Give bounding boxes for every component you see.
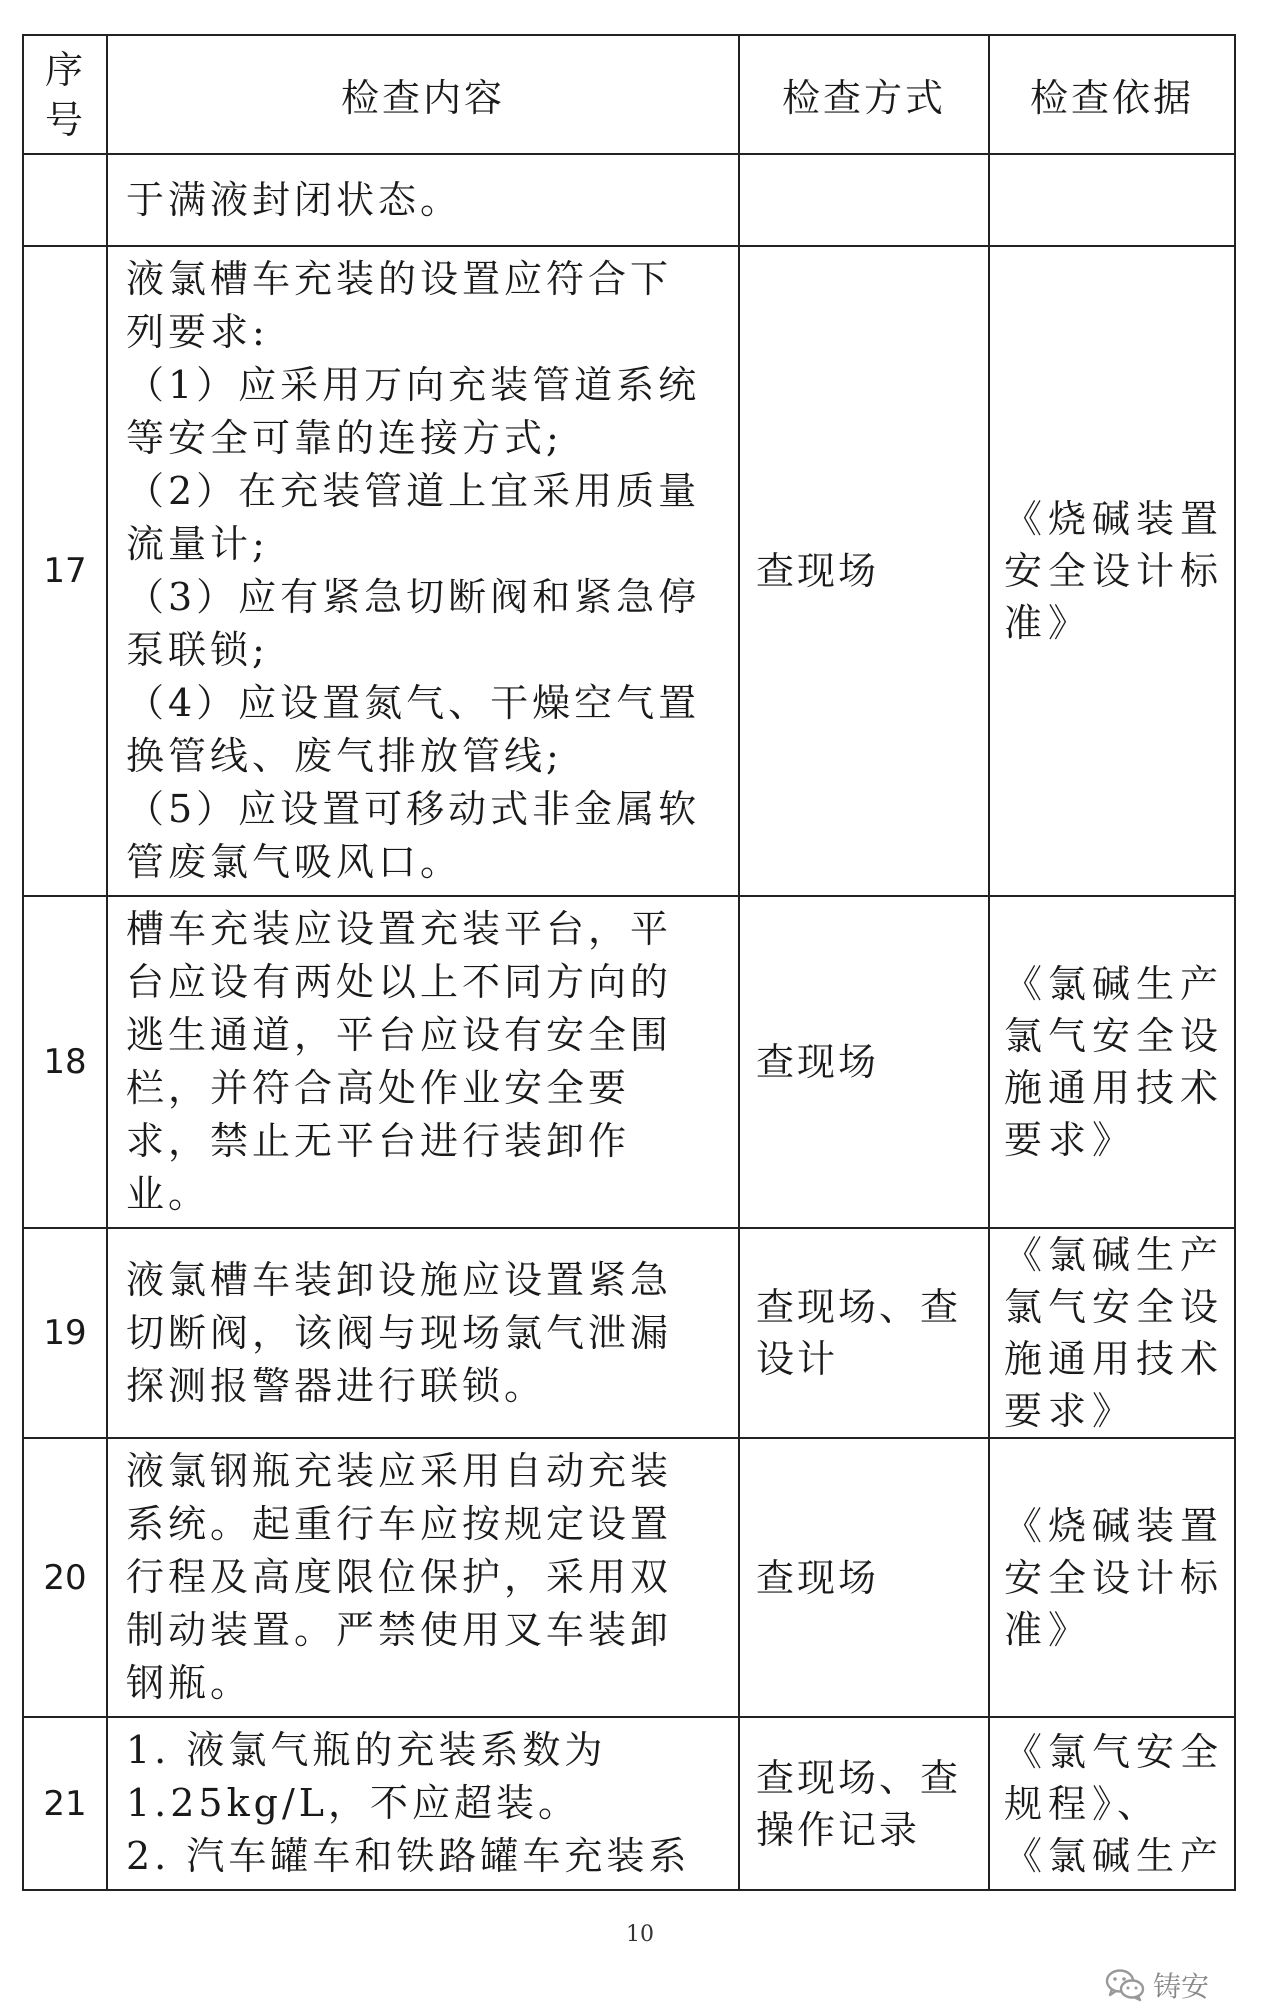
row-content-cell — [107, 896, 739, 1228]
row-seq-cell: 20 — [23, 1438, 107, 1717]
basis-line: 氯气安全设 — [1004, 1014, 1225, 1058]
content-line: 泵联锁; — [126, 628, 269, 672]
method-line: 操作记录 — [756, 1807, 921, 1852]
method-line: 查现场 — [756, 1040, 880, 1084]
content-line: 液氯槽车装卸设施应设置紧急 — [126, 1257, 673, 1302]
wechat-icon — [1105, 1968, 1145, 2002]
basis-line: 《氯碱生产 — [1004, 962, 1225, 1006]
table-row — [23, 1438, 1235, 1717]
table-row — [23, 1228, 1235, 1438]
row-content-cell — [107, 1438, 739, 1717]
basis-line: 施通用技术 — [1004, 1337, 1225, 1381]
content-line: （4）应设置氮气、干燥空气置 — [126, 681, 701, 725]
basis-line: 《烧碱装置 — [1004, 497, 1225, 541]
content-line: 液氯槽车充装的设置应符合下 — [126, 257, 673, 301]
row-method-cell — [739, 896, 989, 1228]
watermark — [1105, 1965, 1209, 2005]
content-line: 1.25kg/L，不应超装。 — [126, 1781, 580, 1825]
content-line: （2）在充装管道上宜采用质量 — [126, 469, 701, 513]
method-line: 查现场、查 — [756, 1285, 962, 1329]
method-line: 设计 — [756, 1337, 839, 1381]
content-line: 管废氯气吸风口。 — [126, 840, 463, 884]
page-number: 10 — [626, 1922, 654, 1947]
content-line: 换管线、废气排放管线; — [126, 734, 563, 778]
continuation-basis-cell — [989, 154, 1235, 246]
continuation-content-cell — [107, 154, 739, 246]
content-line: 制动装置。严禁使用叉车装卸 — [126, 1608, 673, 1652]
row-method-cell — [739, 246, 989, 896]
content-line: 求，禁止无平台进行装卸作 — [126, 1119, 631, 1163]
row-seq-cell: 19 — [23, 1228, 107, 1438]
continuation-method-cell — [739, 154, 989, 246]
basis-line: 《氯碱生产 — [1004, 1833, 1225, 1878]
row-seq-cell: 21 — [23, 1717, 107, 1890]
content-line: 槽车充装应设置充装平台，平 — [126, 907, 673, 951]
row-content-cell — [107, 1717, 739, 1890]
basis-line: 准》 — [1004, 1607, 1093, 1652]
row-basis-cell — [989, 896, 1235, 1228]
header-row — [23, 35, 1235, 154]
header-seq — [23, 35, 107, 154]
content-line: 列要求: — [126, 310, 269, 354]
row-method-cell — [739, 1438, 989, 1717]
content-line: 流量计; — [126, 522, 269, 566]
row-method-cell — [739, 1228, 989, 1438]
content-line: 系统。起重行车应按规定设置 — [126, 1502, 673, 1546]
header-content: 检查内容 — [107, 35, 739, 154]
row-basis-cell — [989, 1438, 1235, 1717]
row-seq-cell: 18 — [23, 896, 107, 1228]
header-seq-label: 序号 — [45, 47, 87, 142]
content-line: 逃生通道，平台应设有安全围 — [126, 1013, 673, 1057]
content-line: 1. 液氯气瓶的充装系数为 — [126, 1728, 607, 1772]
continuation-row — [23, 154, 1235, 246]
basis-line: 要求》 — [1004, 1118, 1137, 1162]
inspection-table — [22, 34, 1236, 1891]
basis-line: 要求》 — [1004, 1389, 1137, 1433]
content-line: 业。 — [126, 1172, 211, 1216]
content-line: 栏，并符合高处作业安全要 — [126, 1066, 631, 1110]
content-line: （5）应设置可移动式非金属软 — [126, 787, 701, 831]
basis-line: 准》 — [1004, 601, 1093, 645]
table-row — [23, 246, 1235, 896]
content-line: （3）应有紧急切断阀和紧急停 — [126, 575, 701, 619]
content-line: 于满液封闭状态。 — [126, 177, 463, 222]
table-row — [23, 896, 1235, 1228]
row-basis-cell — [989, 1717, 1235, 1890]
basis-line: 规程》、 — [1004, 1781, 1162, 1826]
content-line: 钢瓶。 — [126, 1661, 253, 1705]
content-line: 台应设有两处以上不同方向的 — [126, 960, 673, 1004]
row-seq-cell: 17 — [23, 246, 107, 896]
row-content-cell — [107, 246, 739, 896]
continuation-seq-cell — [23, 154, 107, 246]
row-method-cell — [739, 1717, 989, 1890]
method-line: 查现场、查 — [756, 1755, 962, 1800]
content-line: 等安全可靠的连接方式; — [126, 416, 563, 460]
header-method: 检查方式 — [739, 35, 989, 154]
table-row — [23, 1717, 1235, 1890]
header-basis: 检查依据 — [989, 35, 1235, 154]
method-line: 查现场 — [756, 549, 880, 593]
basis-line: 《烧碱装置 — [1004, 1503, 1225, 1548]
row-basis-cell — [989, 1228, 1235, 1438]
basis-line: 《氯气安全 — [1004, 1729, 1225, 1774]
basis-line: 《氯碱生产 — [1004, 1233, 1225, 1277]
basis-line: 施通用技术 — [1004, 1066, 1225, 1110]
basis-line: 氯气安全设 — [1004, 1285, 1225, 1329]
basis-line: 安全设计标 — [1004, 1555, 1225, 1600]
content-line: 行程及高度限位保护，采用双 — [126, 1555, 673, 1599]
row-basis-cell — [989, 246, 1235, 896]
content-line: 液氯钢瓶充装应采用自动充装 — [126, 1449, 673, 1493]
method-line: 查现场 — [756, 1555, 880, 1600]
watermark-text: 铸安 — [1153, 1970, 1210, 2003]
content-line: 探测报警器进行联锁。 — [126, 1363, 547, 1408]
basis-line: 安全设计标 — [1004, 549, 1225, 593]
content-line: 切断阀，该阀与现场氯气泄漏 — [126, 1310, 673, 1355]
row-content-cell — [107, 1228, 739, 1438]
content-line: （1）应采用万向充装管道系统 — [126, 363, 701, 407]
content-line: 2. 汽车罐车和铁路罐车充装系 — [126, 1834, 691, 1878]
